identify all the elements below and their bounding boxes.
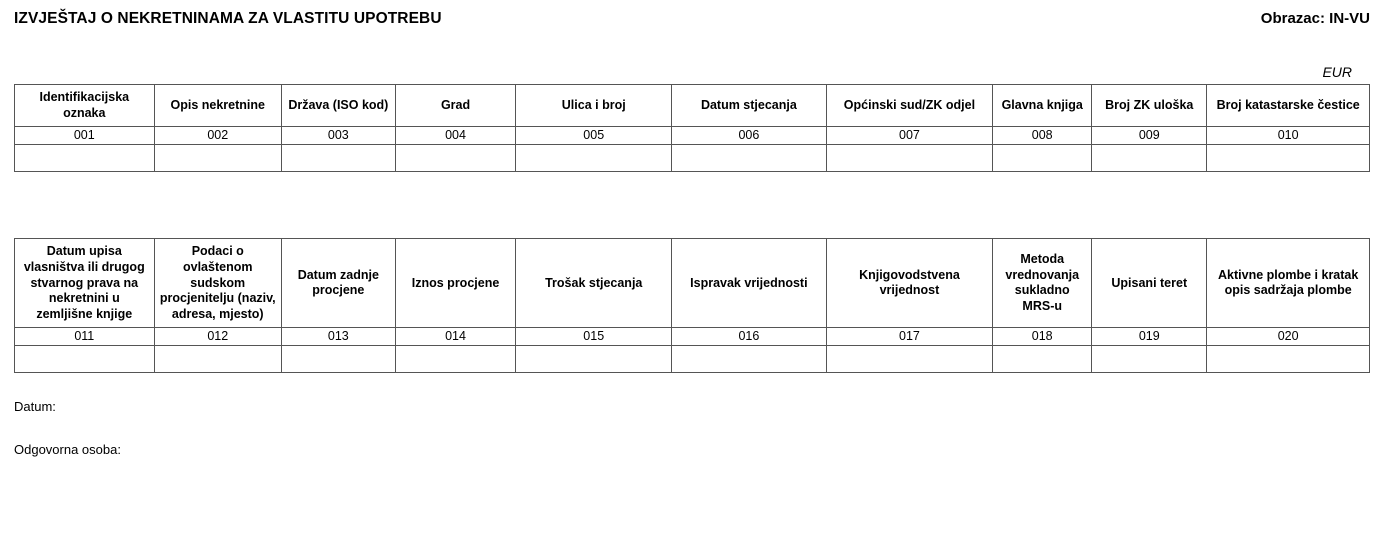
input-cell-008[interactable] bbox=[993, 145, 1092, 172]
column-header-datum-zadnje-procjene: Datum zadnje procjene bbox=[281, 239, 395, 328]
column-header-ulica-i-broj: Ulica i broj bbox=[516, 85, 672, 127]
field-number-015: 015 bbox=[516, 328, 672, 346]
input-cell-015[interactable] bbox=[516, 346, 672, 373]
column-header-grad: Grad bbox=[395, 85, 516, 127]
column-header-knjigovodstvena-vrijednost: Knjigovodstvena vrijednost bbox=[826, 239, 993, 328]
field-number-014: 014 bbox=[395, 328, 516, 346]
column-header-drzava-iso-kod: Država (ISO kod) bbox=[281, 85, 395, 127]
column-header-identifikacijska-oznaka: Identifikacijska oznaka bbox=[15, 85, 155, 127]
field-number-006: 006 bbox=[672, 127, 826, 145]
column-header-metoda-vrednovanja: Metoda vrednovanja sukladno MRS-u bbox=[993, 239, 1092, 328]
property-identification-table bbox=[14, 84, 1370, 172]
column-header-broj-katastarske-cestice: Broj katastarske čestice bbox=[1207, 85, 1370, 127]
input-cell-006[interactable] bbox=[672, 145, 826, 172]
column-header-broj-zk-uloska: Broj ZK uloška bbox=[1092, 85, 1207, 127]
field-number-011: 011 bbox=[15, 328, 155, 346]
input-cell-019[interactable] bbox=[1092, 346, 1207, 373]
field-number-020: 020 bbox=[1207, 328, 1370, 346]
field-number-002: 002 bbox=[154, 127, 281, 145]
field-number-012: 012 bbox=[154, 328, 281, 346]
input-cell-003[interactable] bbox=[281, 145, 395, 172]
table-row-numbers bbox=[15, 127, 1370, 145]
field-number-007: 007 bbox=[826, 127, 993, 145]
column-header-ispravak-vrijednosti: Ispravak vrijednosti bbox=[672, 239, 826, 328]
column-header-opcinski-sud-zk-odjel: Općinski sud/ZK odjel bbox=[826, 85, 993, 127]
form-code-label: Obrazac: IN-VU bbox=[1260, 10, 1370, 27]
column-header-opis-nekretnine: Opis nekretnine bbox=[154, 85, 281, 127]
input-cell-007[interactable] bbox=[826, 145, 993, 172]
input-cell-004[interactable] bbox=[395, 145, 516, 172]
page-title: IZVJEŠTAJ O NEKRETNINAMA ZA VLASTITU UPOTREBU bbox=[14, 10, 442, 27]
field-number-019: 019 bbox=[1092, 328, 1207, 346]
property-valuation-table bbox=[14, 238, 1370, 373]
column-header-glavna-knjiga: Glavna knjiga bbox=[993, 85, 1092, 127]
field-number-018: 018 bbox=[993, 328, 1092, 346]
table-row-input bbox=[15, 346, 1370, 373]
column-header-podaci-o-procjenitelju: Podaci o ovlaštenom sudskom procjenitelju (naziv, adresa, mjesto) bbox=[154, 239, 281, 328]
table-spacer bbox=[14, 172, 1370, 234]
document-footer bbox=[14, 399, 1370, 457]
field-number-010: 010 bbox=[1207, 127, 1370, 145]
column-header-aktivne-plombe: Aktivne plombe i kratak opis sadržaja plombe bbox=[1207, 239, 1370, 328]
column-header-upisani-teret: Upisani teret bbox=[1092, 239, 1207, 328]
column-header-trosak-stjecanja: Trošak stjecanja bbox=[516, 239, 672, 328]
input-cell-020[interactable] bbox=[1207, 346, 1370, 373]
field-number-001: 001 bbox=[15, 127, 155, 145]
input-cell-013[interactable] bbox=[281, 346, 395, 373]
input-cell-005[interactable] bbox=[516, 145, 672, 172]
field-number-005: 005 bbox=[516, 127, 672, 145]
input-cell-016[interactable] bbox=[672, 346, 826, 373]
field-number-003: 003 bbox=[281, 127, 395, 145]
field-number-016: 016 bbox=[672, 328, 826, 346]
input-cell-001[interactable] bbox=[15, 145, 155, 172]
field-number-009: 009 bbox=[1092, 127, 1207, 145]
input-cell-014[interactable] bbox=[395, 346, 516, 373]
document-header bbox=[14, 0, 1370, 28]
table-row-numbers bbox=[15, 328, 1370, 346]
currency-label: EUR bbox=[1322, 64, 1352, 80]
column-header-datum-stjecanja: Datum stjecanja bbox=[672, 85, 826, 127]
input-cell-017[interactable] bbox=[826, 346, 993, 373]
input-cell-018[interactable] bbox=[993, 346, 1092, 373]
table-header-row bbox=[15, 85, 1370, 127]
field-number-004: 004 bbox=[395, 127, 516, 145]
input-cell-011[interactable] bbox=[15, 346, 155, 373]
column-header-datum-upisa-vlasnistva: Datum upisa vlasništva ili drugog stvarnog prava na nekretnini u zemljišne knjige bbox=[15, 239, 155, 328]
footer-responsible-person-label: Odgovorna osoba: bbox=[14, 442, 121, 458]
input-cell-002[interactable] bbox=[154, 145, 281, 172]
table-row-input bbox=[15, 145, 1370, 172]
field-number-013: 013 bbox=[281, 328, 395, 346]
footer-date-label: Datum: bbox=[14, 399, 56, 415]
input-cell-010[interactable] bbox=[1207, 145, 1370, 172]
field-number-008: 008 bbox=[993, 127, 1092, 145]
input-cell-012[interactable] bbox=[154, 346, 281, 373]
table-header-row bbox=[15, 239, 1370, 328]
input-cell-009[interactable] bbox=[1092, 145, 1207, 172]
column-header-iznos-procjene: Iznos procjene bbox=[395, 239, 516, 328]
field-number-017: 017 bbox=[826, 328, 993, 346]
